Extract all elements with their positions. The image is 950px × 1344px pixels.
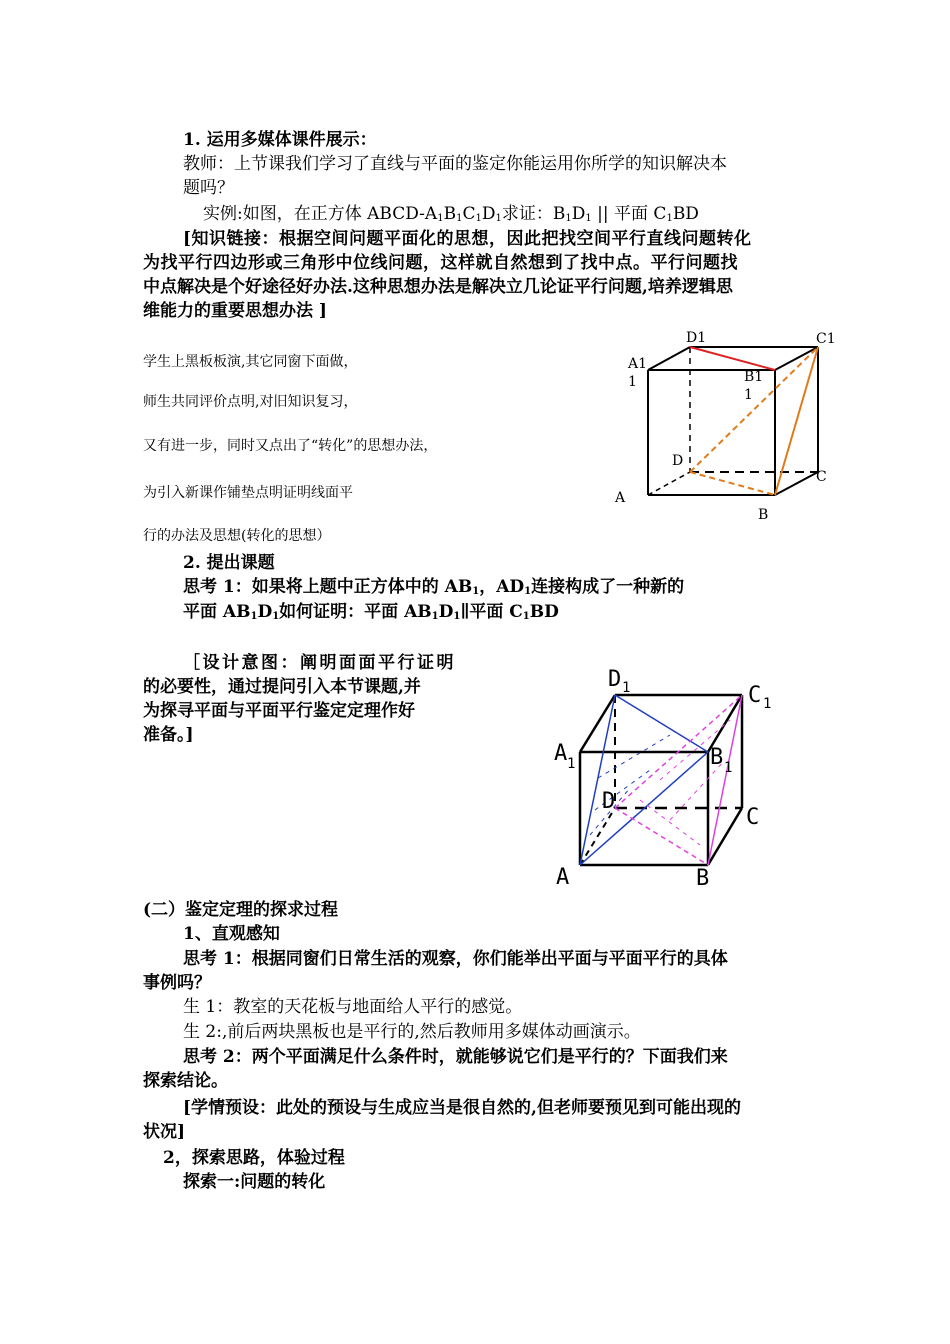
think1-line-2: 平面 $AB_1D_1$如何证明：平面 $AB_1D_1\parallel$平面 $C_1BD$ [183, 602, 559, 622]
label-a1-sub: 1 [628, 374, 637, 390]
segment-bc1 [708, 695, 742, 865]
explore-heading: 2，探索思路，体验过程 [163, 1148, 345, 1168]
student-2: 生 2:,前后两块黑板也是平行的,然后教师用多媒体动画演示。 [183, 1022, 641, 1042]
design-intent-line-3: 为探寻平面与平面平行鉴定定理作好 [143, 701, 415, 721]
label-a: A [615, 490, 626, 506]
label-a: A [556, 865, 570, 890]
knowledge-link-line-3: 中点解决是个好途径好办法.这种思想办法是解决立几论证平行问题,培养逻辑思 [143, 277, 733, 297]
teacher-line-1: 教师：上节课我们学习了直线与平面的鉴定你能运用你所学的知识解决本 [183, 154, 727, 174]
section3-heading: (二）鉴定定理的探求过程 [143, 900, 339, 920]
design-intent-line-2: 的必要性，通过提问引入本节课题,并 [143, 677, 421, 697]
label-a1-sub: 1 [567, 756, 576, 772]
section1-heading: 1. 运用多媒体课件展示： [183, 130, 377, 150]
knowledge-link-line-4: 维能力的重要思想办法 ] [143, 301, 327, 321]
explore-1: 探索一:问题的转化 [183, 1172, 326, 1192]
label-c1-sub: 1 [763, 696, 772, 712]
edge-a-d [648, 472, 690, 495]
label-b1-sub: 1 [724, 760, 733, 776]
side-note-3: 又有进一步，同时又点出了“转化”的思想办法， [143, 438, 438, 454]
side-note-4: 为引入新课作铺垫点明证明线面平 [143, 485, 353, 501]
teacher-line-2: 题吗？ [183, 178, 234, 198]
label-d1: D [608, 667, 622, 692]
label-d: D [672, 453, 684, 469]
side-note-2: 师生共同评价点明,对旧知识复习， [143, 394, 358, 410]
label-d1-sub: 1 [622, 680, 631, 696]
label-b1: B1 [744, 369, 764, 385]
knowledge-link-line-1: [知识链接：根据空间问题平面化的思想，因此把找空间平行直线问题转化 [183, 229, 752, 249]
label-c1: C [748, 683, 762, 708]
label-c: C [746, 805, 760, 830]
side-note-1: 学生上黑板板演,其它同窗下面做， [143, 354, 358, 370]
label-a1: A1 [628, 356, 648, 372]
think-2-line-1: 思考 2：两个平面满足什么条件时，就能够说它们是平行的？下面我们来 [183, 1047, 728, 1067]
side-note-5: 行的办法及思想(转化的思想） [143, 528, 331, 544]
preset-line-1: [学情预设：此处的预设与生成应当是很自然的,但老师要预见到可能出现的 [183, 1098, 741, 1118]
label-b: B [696, 866, 710, 890]
think-1-line-2: 事例吗？ [143, 973, 211, 993]
label-d: D [602, 789, 616, 814]
cube-figure-2 [550, 660, 810, 890]
edge-a1-d1 [648, 347, 690, 370]
student-1: 生 1：教室的天花板与地面给人平行的感觉。 [183, 997, 523, 1017]
segment-db [690, 472, 775, 495]
design-intent-line-4: 准备。] [143, 725, 194, 745]
label-a1: A [554, 741, 568, 766]
design-intent-line-1: ［设计意图：阐明面面平行证明 [183, 653, 456, 673]
label-b: B [758, 507, 769, 523]
label-b1: B [710, 745, 724, 770]
segment-b1d1 [690, 347, 775, 370]
preset-line-2: 状况] [143, 1122, 186, 1142]
label-d1: D1 [686, 330, 707, 346]
label-b1-sub: 1 [744, 387, 753, 403]
section2-heading: 2. 提出课题 [183, 553, 275, 573]
cube-figure-1 [610, 325, 840, 525]
think-1-line-1: 思考 1：根据同窗们日常生活的观察，你们能举出平面与平面平行的具体 [183, 949, 728, 969]
segment-b1d1 [615, 695, 708, 752]
label-c: C [816, 469, 827, 485]
think1-line-1: 思考 1：如果将上题中正方体中的 $AB_1$，$AD_1$连接构成了一种新的 [183, 577, 685, 597]
label-c1: C1 [816, 331, 836, 347]
example-line: 实例:如图，在正方体 ABCD-$A_1B_1C_1D_1$求证：$B_1D_1$ || 平面 $C_1BD$ [203, 204, 699, 224]
intuition-heading: 1、直观感知 [183, 924, 280, 944]
think-2-line-2: 探索结论。 [143, 1071, 228, 1091]
knowledge-link-line-2: 为找平行四边形或三角形中位线问题，这样就自然想到了找中点。平行问题找 [143, 253, 738, 273]
